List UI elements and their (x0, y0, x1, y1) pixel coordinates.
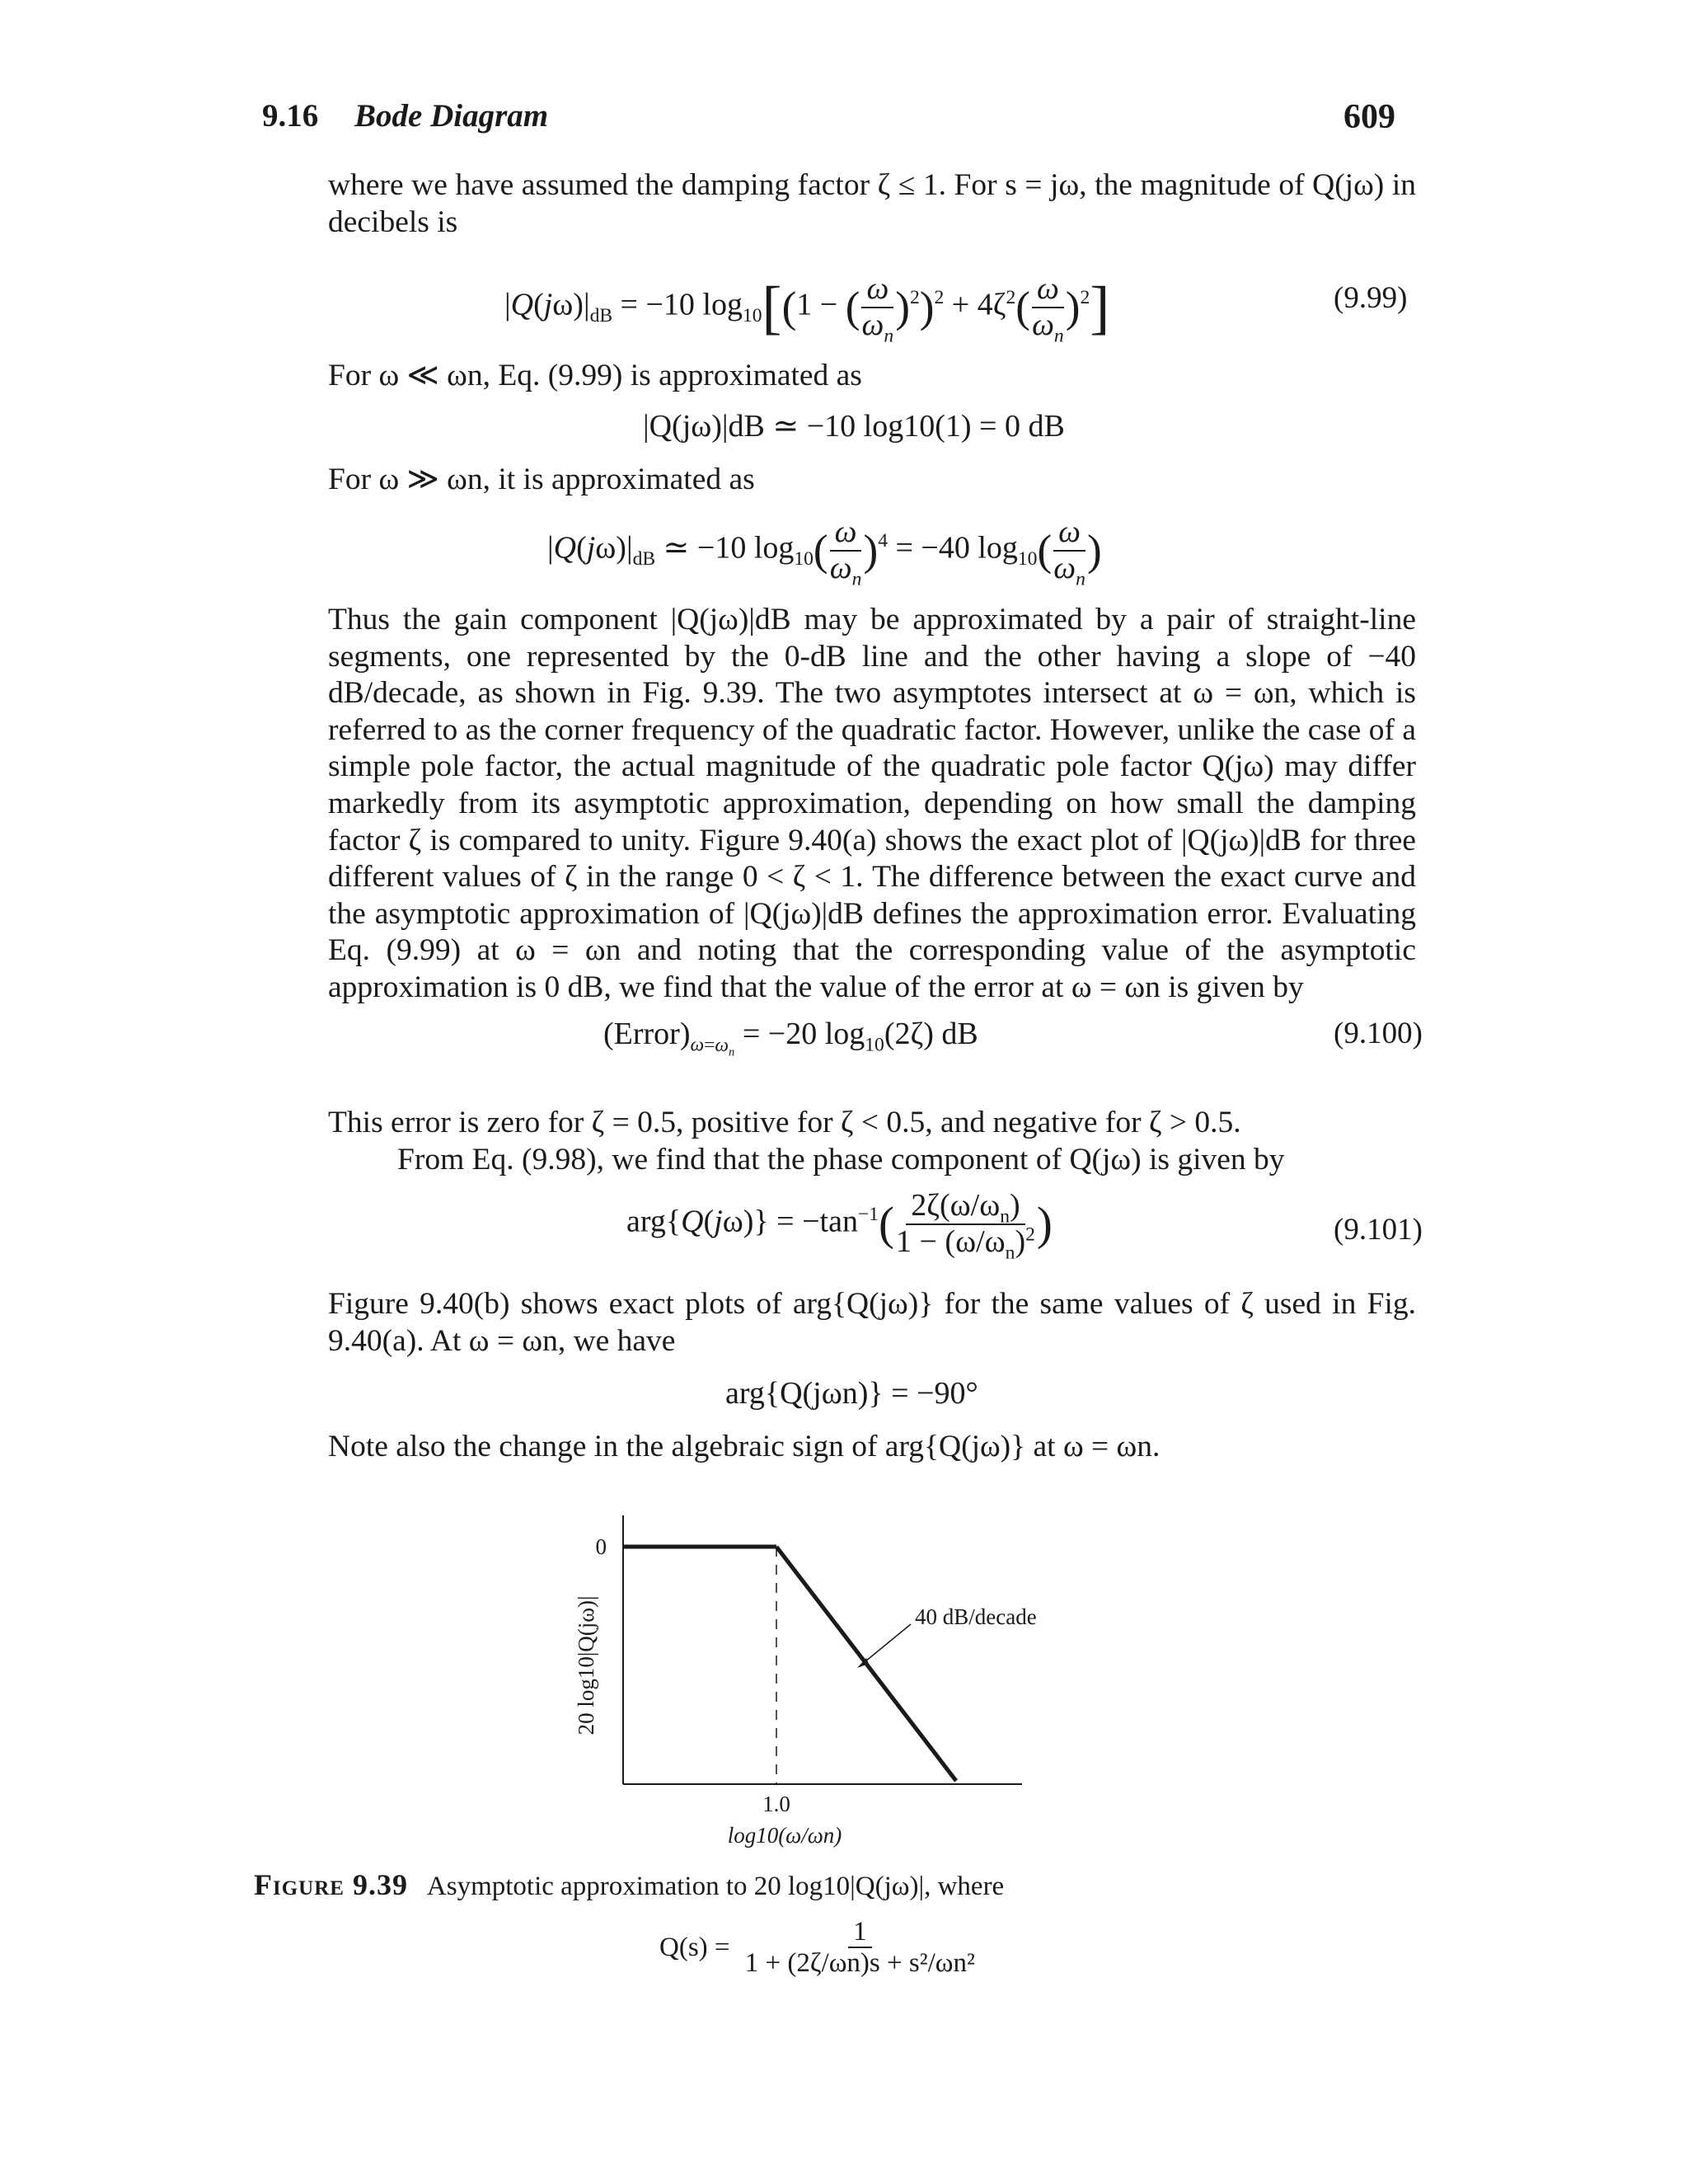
equation-arg-at-wn: arg{Q(jωn)} = −90° (725, 1376, 978, 1411)
text-note-sign: Note also the change in the algebraic sign of arg{Q(jω)} at ω = ωn. (328, 1430, 1160, 1463)
equation-number-9-101: (9.101) (1334, 1213, 1423, 1247)
intro-paragraph: where we have assumed the damping factor ζ ≤ 1. For s = jω, the magnitude of Q(jω) in decibels is (328, 168, 1416, 239)
annotation-arrow (860, 1624, 911, 1665)
equation-9-99: $|Q(j\omega)|_{dB} = -10$ $\log_{10}[(1$ − ( $\frac{\omega}{\omega_n}$ )$^2)^2 + 4\zeta^2$( $\frac{\omega}{\omega_n}$ )$^2$] (504, 271, 1110, 347)
text-from-eq: From Eq. (9.98), we find that the phase component of Q(jω) is given by (397, 1143, 1285, 1177)
y-tick-label: 0 (595, 1534, 607, 1559)
equation-approx-large: $|Q(j\omega)|_{dB}$ ≃ −10 $\log_{10}$( $\frac{\omega}{\omega_n}$ )$^4$ = −40 $\log_{10}$( $\frac{\omega}{\omega_n}$ ) (547, 514, 1102, 590)
caption-formula-lhs: Q(s) = (659, 1932, 730, 1962)
equation-approx-small: |Q(jω)|dB ≃ −10 log10(1) = 0 dB (643, 409, 1065, 444)
caption-formula (659, 1917, 977, 1979)
equation-9-101: $arg\{Q(j\omega)\} = -\tan^{-1}$( $\frac{2\zeta(\omega/\omega_n)}{1 - (\omega/\omega_n)^2}$ ) (626, 1188, 1053, 1264)
equation-number-9-100: (9.100) (1334, 1017, 1423, 1050)
text-for-small-omega: For ω ≪ ωn, Eq. (9.99) is approximated as (328, 359, 862, 392)
slope-annotation: 40 dB/decade (915, 1604, 1037, 1629)
main-paragraph: Thus the gain component |Q(jω)|dB may be approximated by a pair of straight-line segments, one represented by the 0-dB line and the other having a slope of −40 dB/decade, as shown in Fig. 9.39. The two asymptotes intersect at ω = ωn, which is referred to as the corner frequency of the quadratic factor. However, unlike the case of a simple pole factor, the actual magnitude of the quadratic pole factor Q(jω) may differ markedly from its asymptotic approximation, depending on how small the damping factor ζ is compared to unity. Figure 9.40(a) shows the exact plot of |Q(jω)|dB for three different values of ζ in the range 0 < ζ < 1. The difference between the exact curve and the asymptotic approximation of |Q(jω)|dB defines the approximation error. Evaluating Eq. (9.99) at ω = ωn and noting that the corresponding value of the asymptotic approximation is 0 dB, we find that the value of the error at ω = ωn is given by (328, 603, 1416, 1004)
equation-9-100: $(Error)_{\omega=\omega_n} = -20$ $\log_{10}(2\zeta)$ dB (603, 1017, 978, 1059)
text-for-large-omega: For ω ≫ ωn, it is approximated as (328, 463, 755, 496)
caption-formula-denominator: 1 + (2ζ/ωn)s + s²/ωn² (744, 1948, 975, 1979)
section-number: 9.16 (262, 98, 319, 134)
section-title: Bode Diagram (354, 98, 549, 134)
text-error-zero: This error is zero for ζ = 0.5, positive for ζ < 0.5, and negative for ζ > 0.5. (328, 1106, 1241, 1139)
page-number: 609 (1343, 98, 1395, 136)
caption-formula-numerator: 1 (848, 1917, 872, 1948)
x-axis-label: log10(ω/ωn) (727, 1823, 842, 1848)
y-axis-label: 20 log10|Q(jω)| (574, 1595, 598, 1735)
text-fig-940b: Figure 9.40(b) shows exact plots of arg{Q(jω)} for the same values of ζ used in Fig. 9.40(a). At ω = ωn, we have (328, 1287, 1416, 1358)
equation-number-9-99: (9.99) (1334, 281, 1408, 315)
figure-9-39 (544, 1509, 1055, 1855)
caption-text: Asymptotic approximation to 20 log10|Q(jω)|, where (426, 1872, 1005, 1901)
figure-caption (254, 1867, 1004, 1902)
caption-label: Figure 9.39 (254, 1868, 408, 1901)
x-tick-label: 1.0 (762, 1792, 790, 1816)
